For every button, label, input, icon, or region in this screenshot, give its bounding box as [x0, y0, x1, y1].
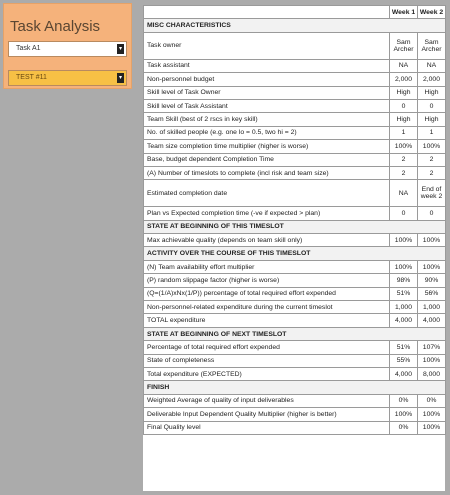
- section-header-row: [144, 220, 446, 233]
- section-title: MISC CHARACTERISTICS: [144, 19, 446, 32]
- week-2-value: 100%: [418, 260, 446, 273]
- row-label: Estimated completion date: [144, 180, 390, 207]
- row-label: (Q=(1/A)xNx(1/P)) percentage of total required effort expended: [144, 287, 390, 300]
- week-1-value: High: [390, 86, 418, 99]
- analysis-table: [143, 5, 445, 491]
- table-row: [144, 86, 446, 99]
- table-row: [144, 153, 446, 166]
- week-2-value: End of week 2: [418, 180, 446, 207]
- week-2-value: Sam Archer: [418, 32, 446, 59]
- row-label: Non-personnel-related expenditure during the current timeslot: [144, 301, 390, 314]
- row-label: Plan vs Expected completion time (-ve if expected > plan): [144, 207, 390, 220]
- row-label: Max achievable quality (depends on team skill only): [144, 234, 390, 247]
- table-row: [144, 73, 446, 86]
- week-2-value: NA: [418, 59, 446, 72]
- chevron-down-icon[interactable]: ▾: [118, 46, 122, 52]
- row-label: Task assistant: [144, 59, 390, 72]
- row-label: Percentage of total required effort expended: [144, 341, 390, 354]
- table-row: [144, 113, 446, 126]
- table-row: [144, 274, 446, 287]
- week-2-value: 107%: [418, 341, 446, 354]
- row-label: Weighted Average of quality of input deliverables: [144, 394, 390, 407]
- week-1-value: 2,000: [390, 73, 418, 86]
- week-2-value: 0: [418, 99, 446, 112]
- week-1-value: NA: [390, 180, 418, 207]
- table-row: [144, 180, 446, 207]
- week-1-value: 1: [390, 126, 418, 139]
- week-1-value: 2: [390, 153, 418, 166]
- week-1-value: Sam Archer: [390, 32, 418, 59]
- row-label: No. of skilled people (e.g. one lo = 0.5, two hi = 2): [144, 126, 390, 139]
- section-title: ACTIVITY OVER THE COURSE OF THIS TIMESLOT: [144, 247, 446, 260]
- table-row: [144, 341, 446, 354]
- week-1-value: 51%: [390, 287, 418, 300]
- table-row: [144, 260, 446, 273]
- header-week-2: Week 2: [418, 6, 446, 19]
- task-select[interactable]: [8, 41, 127, 57]
- row-label: Final Quality level: [144, 421, 390, 434]
- week-1-value: NA: [390, 59, 418, 72]
- table-row: [144, 32, 446, 59]
- table-row: [144, 394, 446, 407]
- header-week-1: Week 1: [390, 6, 418, 19]
- week-1-value: 0: [390, 207, 418, 220]
- row-label: Skill level of Task Assistant: [144, 99, 390, 112]
- table-row: [144, 126, 446, 139]
- week-1-value: 1,000: [390, 301, 418, 314]
- table-row: [144, 287, 446, 300]
- row-label: Non-personnel budget: [144, 73, 390, 86]
- week-1-value: 0: [390, 99, 418, 112]
- table-row: [144, 234, 446, 247]
- row-label: (A) Number of timeslots to complete (incl risk and team size): [144, 166, 390, 179]
- week-2-value: 100%: [418, 234, 446, 247]
- section-header-row: [144, 327, 446, 340]
- week-2-value: 1,000: [418, 301, 446, 314]
- chevron-down-icon[interactable]: ▾: [118, 75, 122, 81]
- week-2-value: 0%: [418, 394, 446, 407]
- test-select[interactable]: [8, 70, 127, 86]
- panel-title: Task Analysis: [10, 18, 101, 35]
- table-row: [144, 421, 446, 434]
- row-label: (N) Team availability effort multiplier: [144, 260, 390, 273]
- table-row: [144, 301, 446, 314]
- header-label-cell: [144, 6, 390, 19]
- row-label: Total expenditure (EXPECTED): [144, 367, 390, 380]
- week-2-value: 100%: [418, 421, 446, 434]
- week-1-value: 100%: [390, 140, 418, 153]
- week-1-value: 100%: [390, 234, 418, 247]
- table-row: [144, 140, 446, 153]
- row-label: Base, budget dependent Completion Time: [144, 153, 390, 166]
- section-title: STATE AT BEGINNING OF THIS TIMESLOT: [144, 220, 446, 233]
- week-2-value: 56%: [418, 287, 446, 300]
- week-2-value: 0: [418, 207, 446, 220]
- week-2-value: 100%: [418, 408, 446, 421]
- table-header-row: [144, 6, 446, 19]
- week-1-value: 100%: [390, 260, 418, 273]
- row-label: Task owner: [144, 32, 390, 59]
- week-1-value: 51%: [390, 341, 418, 354]
- week-1-value: 100%: [390, 408, 418, 421]
- row-label: (P) random slippage factor (higher is worse): [144, 274, 390, 287]
- table-row: [144, 367, 446, 380]
- table-row: [144, 59, 446, 72]
- week-2-value: 100%: [418, 354, 446, 367]
- table-row: [144, 314, 446, 327]
- week-2-value: 4,000: [418, 314, 446, 327]
- table-row: [144, 408, 446, 421]
- row-label: Skill level of Task Owner: [144, 86, 390, 99]
- week-2-value: 8,000: [418, 367, 446, 380]
- week-2-value: 100%: [418, 140, 446, 153]
- week-2-value: High: [418, 86, 446, 99]
- week-1-value: 0%: [390, 421, 418, 434]
- week-2-value: 1: [418, 126, 446, 139]
- week-2-value: 2: [418, 153, 446, 166]
- week-2-value: 2: [418, 166, 446, 179]
- row-label: Deliverable Input Dependent Quality Multiplier (higher is better): [144, 408, 390, 421]
- week-1-value: High: [390, 113, 418, 126]
- week-1-value: 0%: [390, 394, 418, 407]
- week-1-value: 55%: [390, 354, 418, 367]
- task-select-value: Task A1: [16, 45, 41, 52]
- week-1-value: 2: [390, 166, 418, 179]
- table-row: [144, 99, 446, 112]
- task-analysis-panel: [3, 3, 132, 89]
- test-select-value: TEST #11: [16, 74, 47, 81]
- section-title: FINISH: [144, 381, 446, 394]
- table-row: [144, 354, 446, 367]
- week-1-value: 4,000: [390, 367, 418, 380]
- section-header-row: [144, 247, 446, 260]
- section-header-row: [144, 19, 446, 32]
- week-2-value: 90%: [418, 274, 446, 287]
- table-row: [144, 166, 446, 179]
- section-header-row: [144, 381, 446, 394]
- row-label: TOTAL expenditure: [144, 314, 390, 327]
- week-1-value: 4,000: [390, 314, 418, 327]
- row-label: Team Skill (best of 2 rscs in key skill): [144, 113, 390, 126]
- week-2-value: 2,000: [418, 73, 446, 86]
- week-1-value: 98%: [390, 274, 418, 287]
- row-label: State of completeness: [144, 354, 390, 367]
- section-title: STATE AT BEGINNING OF NEXT TIMESLOT: [144, 327, 446, 340]
- table-row: [144, 207, 446, 220]
- week-2-value: High: [418, 113, 446, 126]
- row-label: Team size completion time multiplier (higher is worse): [144, 140, 390, 153]
